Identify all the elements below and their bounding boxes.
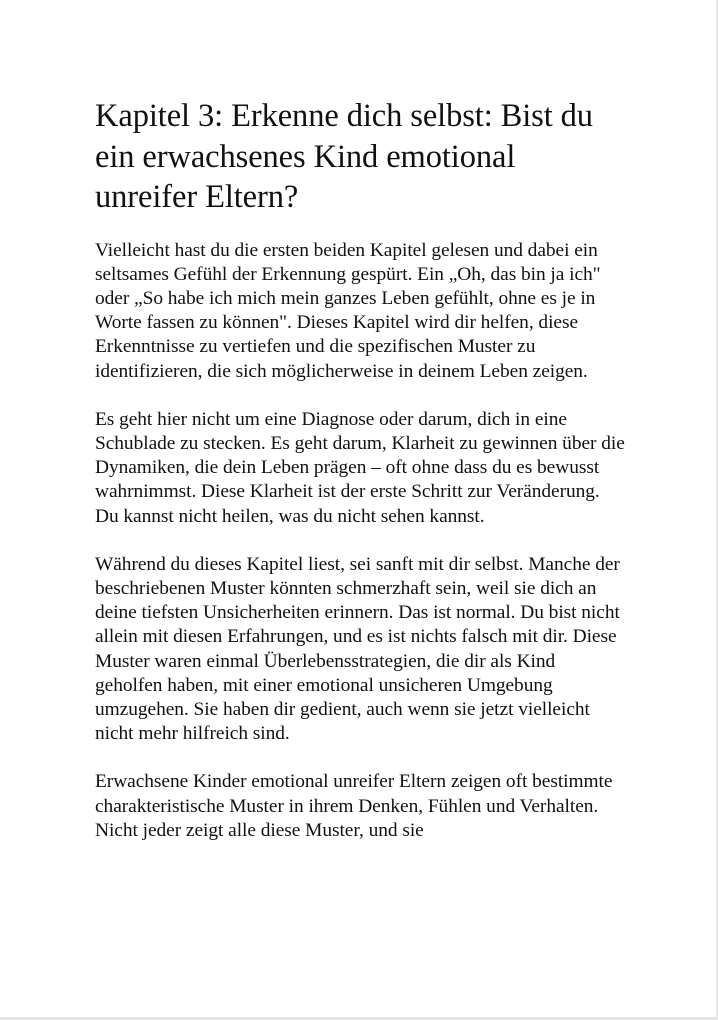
chapter-title: Kapitel 3: Erkenne dich selbst: Bist du ein erwachsenes Kind emotional unreifer Eltern? bbox=[95, 98, 593, 215]
body-paragraph-1: Vielleicht hast du die ersten beiden Kapitel gelesen und dabei ein seltsames Gefühl der Erkennung gespürt. Ein „Oh, das bin ja ich" oder „So habe ich mich mein ganzes Leben gefühlt, ohne es je in Worte fassen zu können". Dieses Kapitel wird dir helfen, diese Erkenntnisse zu vertiefen und die spezifischen Muster zu identifizieren, die sich möglicherweise in deinem Leben zeigen. bbox=[95, 239, 601, 382]
body-paragraph-3: Während du dieses Kapitel liest, sei sanft mit dir selbst. Manche der beschriebenen Muster könnten schmerzhaft sein, weil sie dich an deine tiefsten Unsicherheiten erinnern. Das ist normal. Du bist nicht allein mit diesen Erfahrungen, und es ist nichts falsch mit dir. Diese Muster waren einmal Überlebensstrategien, die dir als Kind geholfen haben, mit einer emotional unsicheren Umgebung umzugehen. Sie haben dir gedient, auch wenn sie jetzt vielleicht nicht mehr hilfreich sind. bbox=[95, 553, 620, 745]
page-content bbox=[95, 96, 625, 867]
body-paragraph-2: Es geht hier nicht um eine Diagnose oder darum, dich in eine Schublade zu stecken. Es geht darum, Klarheit zu gewinnen über die Dynamiken, die dein Leben prägen – oft ohne dass du es bewusst wahrnimmst. Diese Klarheit ist der erste Schritt zur Veränderung. Du kannst nicht heilen, was du nicht sehen kannst. bbox=[95, 408, 625, 527]
body-paragraph-4: Erwachsene Kinder emotional unreifer Eltern zeigen oft bestimmte charakteristische Muster in ihrem Denken, Fühlen und Verhalten. Nicht jeder zeigt alle diese Muster, und sie bbox=[95, 771, 613, 841]
